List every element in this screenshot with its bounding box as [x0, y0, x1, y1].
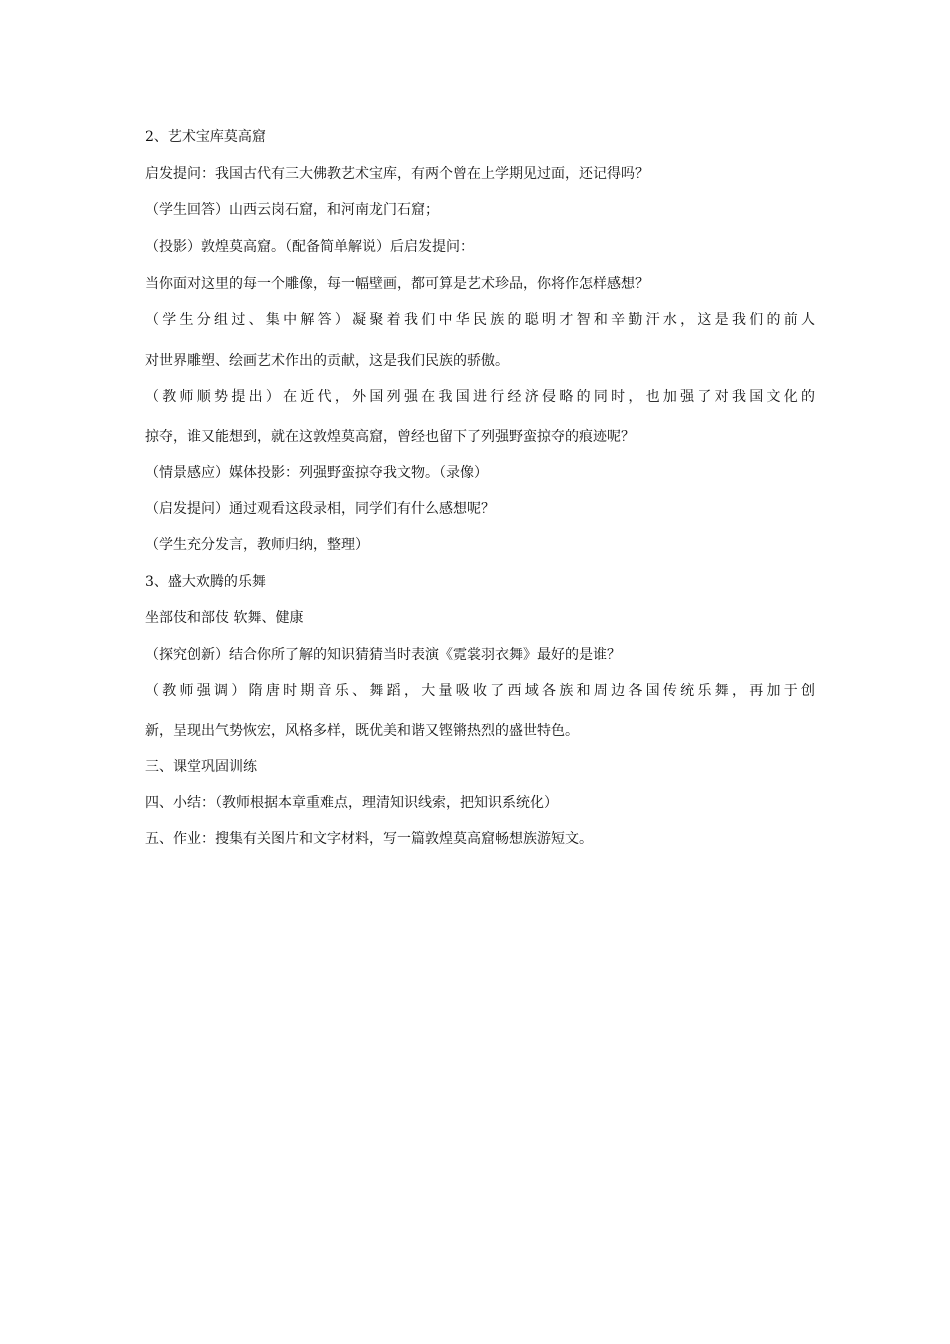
text-line-group-answer-cont: 对世界雕塑、绘画艺术作出的贡献，这是我们民族的骄傲。: [145, 353, 509, 369]
text-line-question-2: 当你面对这里的每一个雕像，每一幅壁画，都可算是艺术珍品，你将作怎样感想？: [145, 276, 649, 292]
text-line-projection: （投影）敦煌莫高窟。（配备简单解说）后启发提问：: [145, 239, 474, 255]
text-line-teacher-point-cont: 掠夺，谁又能想到，就在这敦煌莫高窟，曾经也留下了列强野蛮掠夺的痕迹呢？: [145, 429, 635, 445]
text-line-question-1: 启发提问：我国古代有三大佛教艺术宝库，有两个曾在上学期见过面，还记得吗？: [145, 166, 649, 182]
text-line-dance-types: 坐部伎和部伎 软舞、健康: [145, 610, 304, 626]
text-line-student-discussion: （学生充分发言，教师归纳，整理）: [145, 537, 369, 553]
text-line-scene: （情景感应）媒体投影：列强野蛮掠夺我文物。（录像）: [145, 465, 488, 481]
section-heading-practice: 三、课堂巩固训练: [145, 759, 257, 775]
section-heading-mogao: 2、艺术宝库莫高窟: [145, 129, 266, 145]
text-line-teacher-emphasis-cont: 新，呈现出气势恢宏，风格多样，既优美和谐又铿锵热烈的盛世特色。: [145, 723, 579, 739]
text-line-teacher-point: （教师顺势提出）在近代，外国列强在我国进行经济侵略的同时，也加强了对我国文化的: [145, 389, 815, 405]
text-line-teacher-emphasis: （教师强调）隋唐时期音乐、舞蹈，大量吸收了西域各族和周边各国传统乐舞，再加于创: [145, 683, 815, 699]
section-heading-summary: 四、小结：（教师根据本章重难点，理清知识线索，把知识系统化）: [145, 795, 558, 811]
section-heading-homework: 五、作业：搜集有关图片和文字材料，写一篇敦煌莫高窟畅想族游短文。: [145, 831, 593, 847]
text-line-group-answer: （学生分组过、集中解答）凝聚着我们中华民族的聪明才智和辛勤汗水，这是我们的前人: [145, 312, 815, 328]
text-line-explore: （探究创新）结合你所了解的知识猜猜当时表演《霓裳羽衣舞》最好的是谁？: [145, 647, 621, 663]
section-heading-music-dance: 3、盛大欢腾的乐舞: [145, 574, 266, 590]
text-line-student-answer: （学生回答）山西云岗石窟，和河南龙门石窟；: [145, 202, 439, 218]
text-line-question-3: （启发提问）通过观看这段录相，同学们有什么感想呢？: [145, 501, 495, 517]
